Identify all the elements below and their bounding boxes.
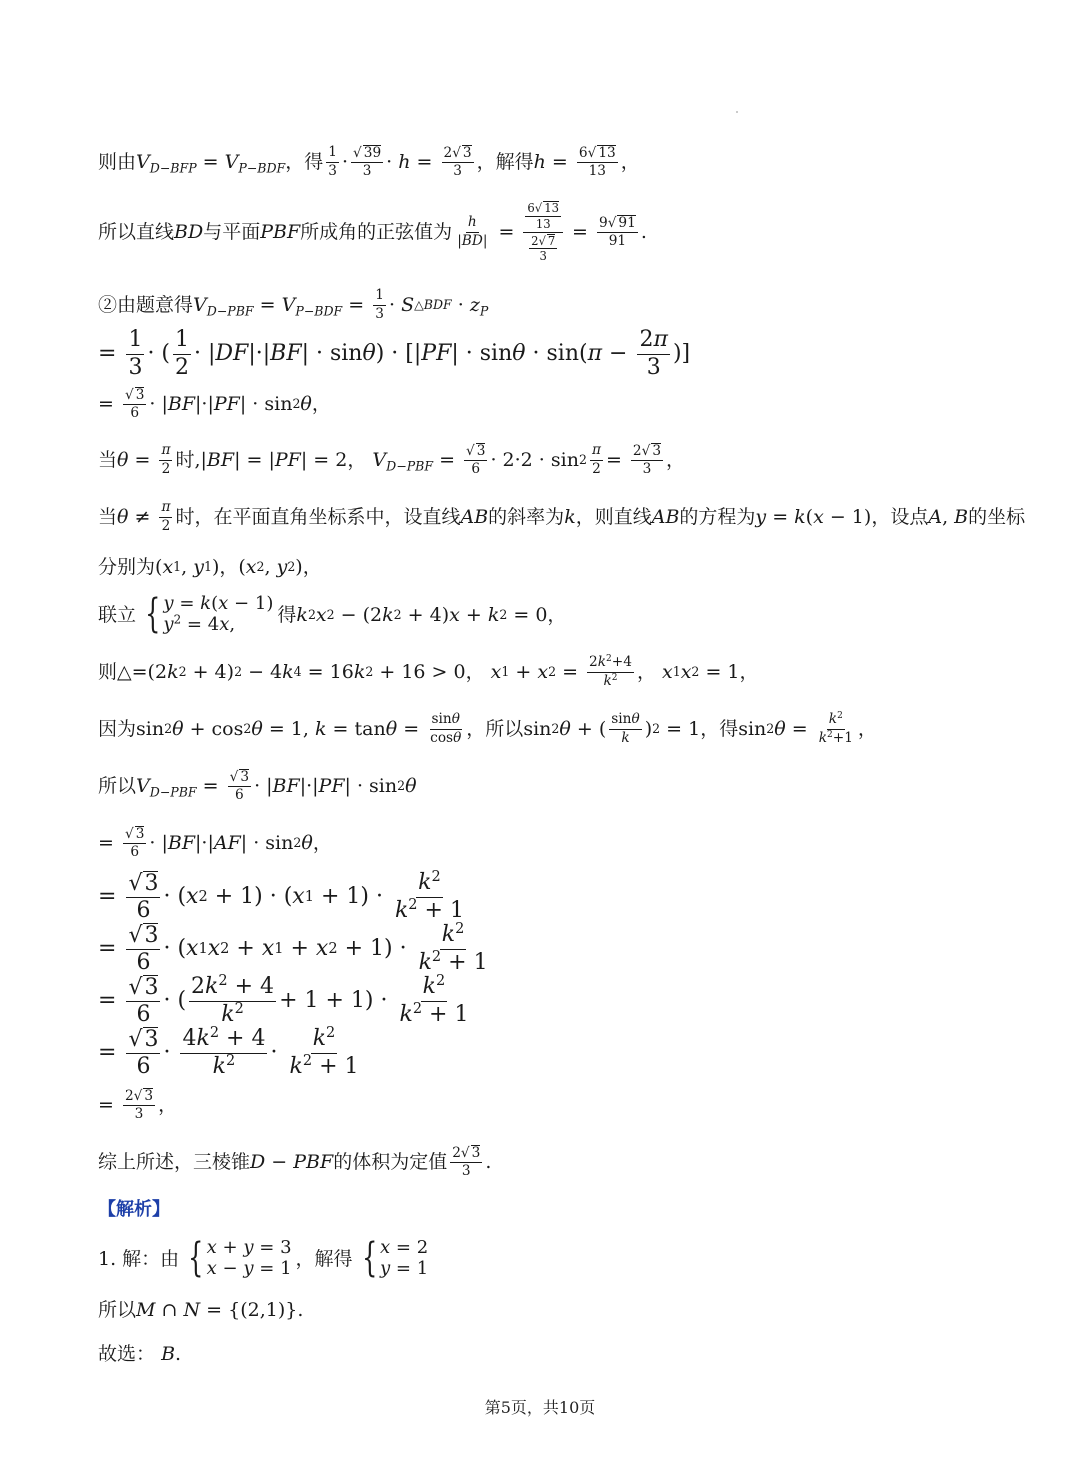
line-18: = $\frac{√3}{6}$ · $\frac{4k^2 + 4}{k^2}$ · $\frac{k^2}{k^2 + 1}$ [98, 1025, 359, 1079]
line-12: 因为 sin 2 θ + cos 2 θ = 1, k = tan θ = $\frac{\sin\theta}{\cos\theta}$ ，所以 sin 2 θ + ( $\frac{\sin\theta}{k}$ ) 2 = 1 ，得 sin 2 θ = $\frac{k^2}{k^2+1}$ ， [98, 711, 877, 746]
line-16: = $\frac{√3}{6}$ · ( x 1 x 2 + x 1 + x 2 + 1) · $\frac{k^2}{k^2 + 1}$ [98, 921, 488, 975]
analysis-heading: 【解析】 [98, 1199, 170, 1220]
line-22: 所以 M ∩ N = {(2,1)}. [98, 1298, 304, 1321]
page-footer: 第5页，共10页 [484, 1398, 596, 1417]
line-3: ②由题意得 $V_{D-PBF}$ = $V_{P-BDF}$ = $\frac{1}{3}$ · S △BDF · $z_P$ [98, 287, 489, 322]
line-14: = $\frac{√ 3}{6}$ · | BF |·| AF | · sin 2 θ ， [98, 825, 332, 860]
line-15: = $\frac{√3}{6}$ · ( x 2 + 1) · ( x 1 + 1) · $\frac{k^2}{k^2 + 1}$ [98, 869, 464, 923]
line-21: 1. 解：由 { x + y = 3 x − y = 1 ，解得 { x = 2 y = 1 [98, 1235, 429, 1282]
line-9: 分别为 ( x 1 , y 1 )，( x 2 , y 2 )， [98, 555, 322, 578]
line-10: 联立 { y = k(x − 1) $y^2 = 4x$, 得 k 2 x 2 − (2 k 2 + 4) x + k 2 = 0， [98, 591, 567, 638]
line-4: = $\frac{1}{3}$ · ( $\frac{1}{2}$ · | DF |·| BF | · sin θ ) · [| PF | · sin θ · sin( π − $\frac{2\pi}{3}$ )] [98, 327, 691, 380]
line-13: 所以 $V_{D-PBF}$ = $\frac{√ 3}{6}$ · | BF |·| PF | · sin 2 θ [98, 768, 417, 803]
line-20: 综上所述，三棱锥 D − PBF 的体积为定值 $\frac{2√ 3}{3}$ . [98, 1144, 492, 1179]
line-23: 故选： B . [98, 1342, 182, 1365]
line-11: 则△= (2 k 2 + 4) 2 − 4 k 4 = 16 k 2 + 16 > 0， x 1 + x 2 = $\frac{2k^2+4}{k^2}$ ， x 1 x 2 = 1， [98, 654, 759, 689]
line-1: 则由 $V_{D-BFP}$ = $V_{P-BDF}$ ，得 $\frac{1}{3}$ · $\frac{√ 39}{3}$ · h = $\frac{2√ 3}{3}$ ，解得 h = $\frac{6√ 13}{13}$ ， [98, 144, 640, 179]
line-7: 当 θ = $\frac{\pi}{2}$ 时, | BF | = | PF | = 2 ， $V_{D-PBF}$ = $\frac{√ 3}{6}$ · 2·2 · sin 2 $\frac{\pi}{2}$ = $\frac{2√ 3}{3}$ ， [98, 442, 686, 477]
line-19: = $\frac{2√ 3}{3}$ ， [98, 1087, 178, 1122]
line-5: = $\frac{√ 3}{6}$ · | BF |·| PF | · sin 2 θ ， [98, 386, 331, 421]
speck [736, 111, 738, 113]
line-2: 所以直线 BD 与平面 PBF 所成角的正弦值为 $\frac{h}{|BD|}$ = $\frac{\frac{6√ 13}{13}}{\frac{2√ 7}{3}}$ = $\frac{9√ 91}{91}$ . [98, 200, 647, 264]
line-17: = $\frac{√3}{6}$ · ( $\frac{2k^2 + 4}{k^2}$ + 1 + 1) · $\frac{k^2}{k^2 + 1}$ [98, 973, 469, 1027]
line-8: 当 θ ≠ $\frac{\pi}{2}$ 时，在平面直角坐标系中，设直线 AB 的斜率为 k ，则直线 AB 的方程为 y = k ( x − 1) ，设点 A , B 的坐标 [98, 499, 1026, 534]
